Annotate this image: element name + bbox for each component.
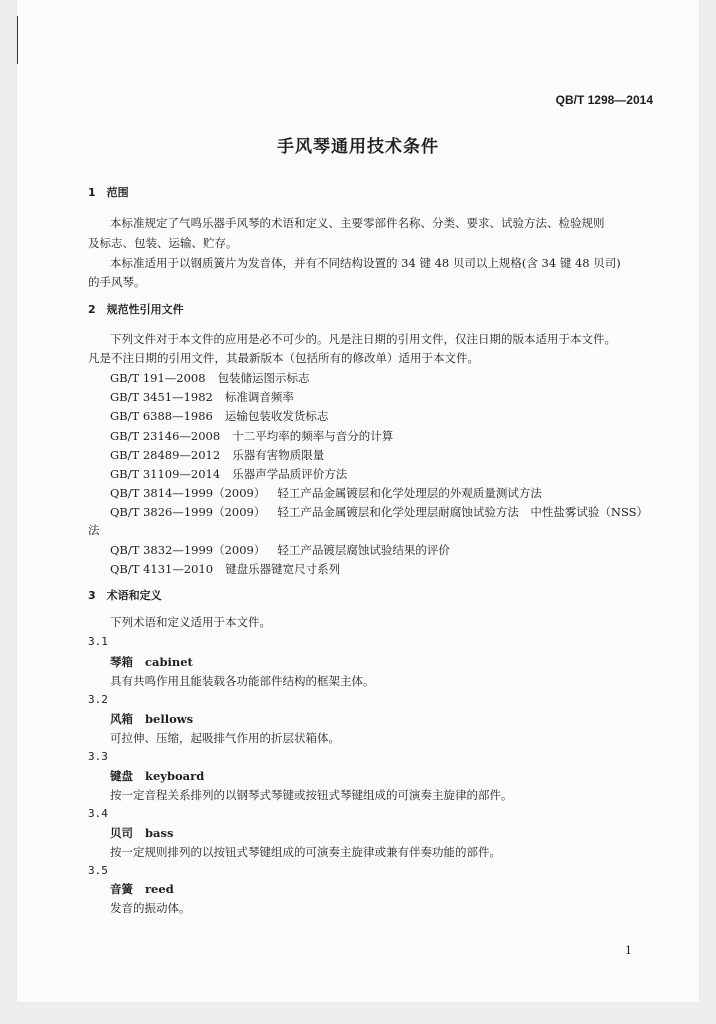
term-number: 3.3: [88, 750, 108, 763]
reference-code: QB/T 4131—2010: [110, 562, 214, 576]
term-chinese: 音簧: [110, 882, 133, 896]
term-english: keyboard: [145, 769, 205, 783]
reference-item: [110, 467, 347, 481]
term-definition: 具有共鸣作用且能装载各功能部件结构的框架主体。: [110, 674, 375, 688]
term-chinese: 风箱: [110, 712, 133, 726]
section-3-heading: 3 术语和定义: [88, 589, 162, 602]
section-1-paragraph-2-line-2: 的手风琴。: [88, 275, 146, 289]
reference-item: [110, 543, 450, 557]
reference-code: GB/T 6388—1986: [110, 409, 213, 423]
section-2-paragraph-line-2: 凡是不注日期的引用文件，其最新版本（包括所有的修改单）适用于本文件。: [88, 351, 479, 365]
term-definition: 按一定规则排列的以按钮式琴键组成的可演奏主旋律或兼有伴奏功能的部件。: [110, 845, 501, 859]
reference-code: GB/T 31109—2014: [110, 467, 221, 481]
term-english: reed: [145, 882, 174, 896]
term-definition: 可拉伸、压缩，起吸排气作用的折层状箱体。: [110, 731, 340, 745]
term-heading: [110, 882, 174, 896]
reference-wrap-text: 法: [88, 523, 100, 537]
term-number: 3.1: [88, 635, 108, 648]
reference-code: GB/T 23146—2008: [110, 429, 221, 443]
page-edge-rule: [17, 16, 18, 64]
section-1-paragraph-2-line-1: 本标准适用于以钢质簧片为发音体，并有不同结构设置的 34 键 48 贝司以上规格(含 34 键 48 贝司): [110, 256, 621, 270]
term-heading: [110, 655, 193, 669]
term-english: cabinet: [145, 655, 193, 669]
section-1-heading: 1 范围: [88, 186, 129, 199]
section-2-heading: 2 规范性引用文件: [88, 303, 184, 316]
term-english: bass: [145, 826, 174, 840]
reference-item: [110, 371, 310, 385]
document-code: QB/T 1298—2014: [555, 93, 653, 107]
reference-code: QB/T 3826—1999（2009）: [110, 505, 266, 519]
reference-item: [110, 429, 393, 443]
section-3-intro: 下列术语和定义适用于本文件。: [110, 615, 271, 629]
document-title: 手风琴通用技术条件: [277, 137, 439, 157]
reference-title: 乐器声学品质评价方法: [232, 467, 348, 481]
reference-title: 键盘乐器键宽尺寸系列: [225, 562, 341, 576]
reference-title: 乐器有害物质限量: [232, 448, 325, 462]
reference-item: [110, 448, 324, 462]
reference-title: 轻工产品金属镀层和化学处理层耐腐蚀试验方法 中性盐雾试验（NSS）: [277, 505, 649, 519]
term-chinese: 贝司: [110, 826, 133, 840]
term-english: bellows: [145, 712, 194, 726]
term-heading: [110, 712, 193, 726]
reference-item: [110, 562, 340, 576]
reference-item: [110, 409, 328, 423]
section-1-paragraph-1-line-1: 本标准规定了气鸣乐器手风琴的术语和定义、主要零部件名称、分类、要求、试验方法、检验规则: [110, 216, 605, 230]
page-number: 1: [625, 944, 632, 957]
reference-item: [110, 505, 648, 519]
reference-item: [110, 486, 542, 500]
reference-code: QB/T 3814—1999（2009）: [110, 486, 266, 500]
section-1-paragraph-1-line-2: 及标志、包装、运输、贮存。: [88, 236, 238, 250]
term-chinese: 琴箱: [110, 655, 133, 669]
term-number: 3.2: [88, 693, 108, 706]
section-2-paragraph-line-1: 下列文件对于本文件的应用是必不可少的。凡是注日期的引用文件，仅注日期的版本适用于本文件。: [110, 332, 616, 346]
term-number: 3.5: [88, 864, 108, 877]
reference-title: 十二平均率的频率与音分的计算: [232, 429, 394, 443]
reference-title: 标准调音频率: [224, 390, 294, 404]
term-heading: [110, 826, 173, 840]
reference-code: GB/T 191—2008: [110, 371, 206, 385]
reference-title: 运输包装收发货标志: [224, 409, 329, 423]
reference-title: 轻工产品镀层腐蚀试验结果的评价: [277, 543, 450, 557]
reference-item: [110, 390, 294, 404]
term-number: 3.4: [88, 807, 108, 820]
reference-code: QB/T 3832—1999（2009）: [110, 543, 266, 557]
term-chinese: 键盘: [110, 769, 133, 783]
term-definition: 发音的振动体。: [110, 901, 191, 915]
term-definition: 按一定音程关系排列的以钢琴式琴键或按钮式琴键组成的可演奏主旋律的部件。: [110, 788, 513, 802]
reference-code: GB/T 3451—1982: [110, 390, 213, 404]
reference-title: 轻工产品金属镀层和化学处理层的外观质量测试方法: [277, 486, 542, 500]
reference-title: 包装储运图示标志: [217, 371, 310, 385]
reference-code: GB/T 28489—2012: [110, 448, 221, 462]
term-heading: [110, 769, 204, 783]
